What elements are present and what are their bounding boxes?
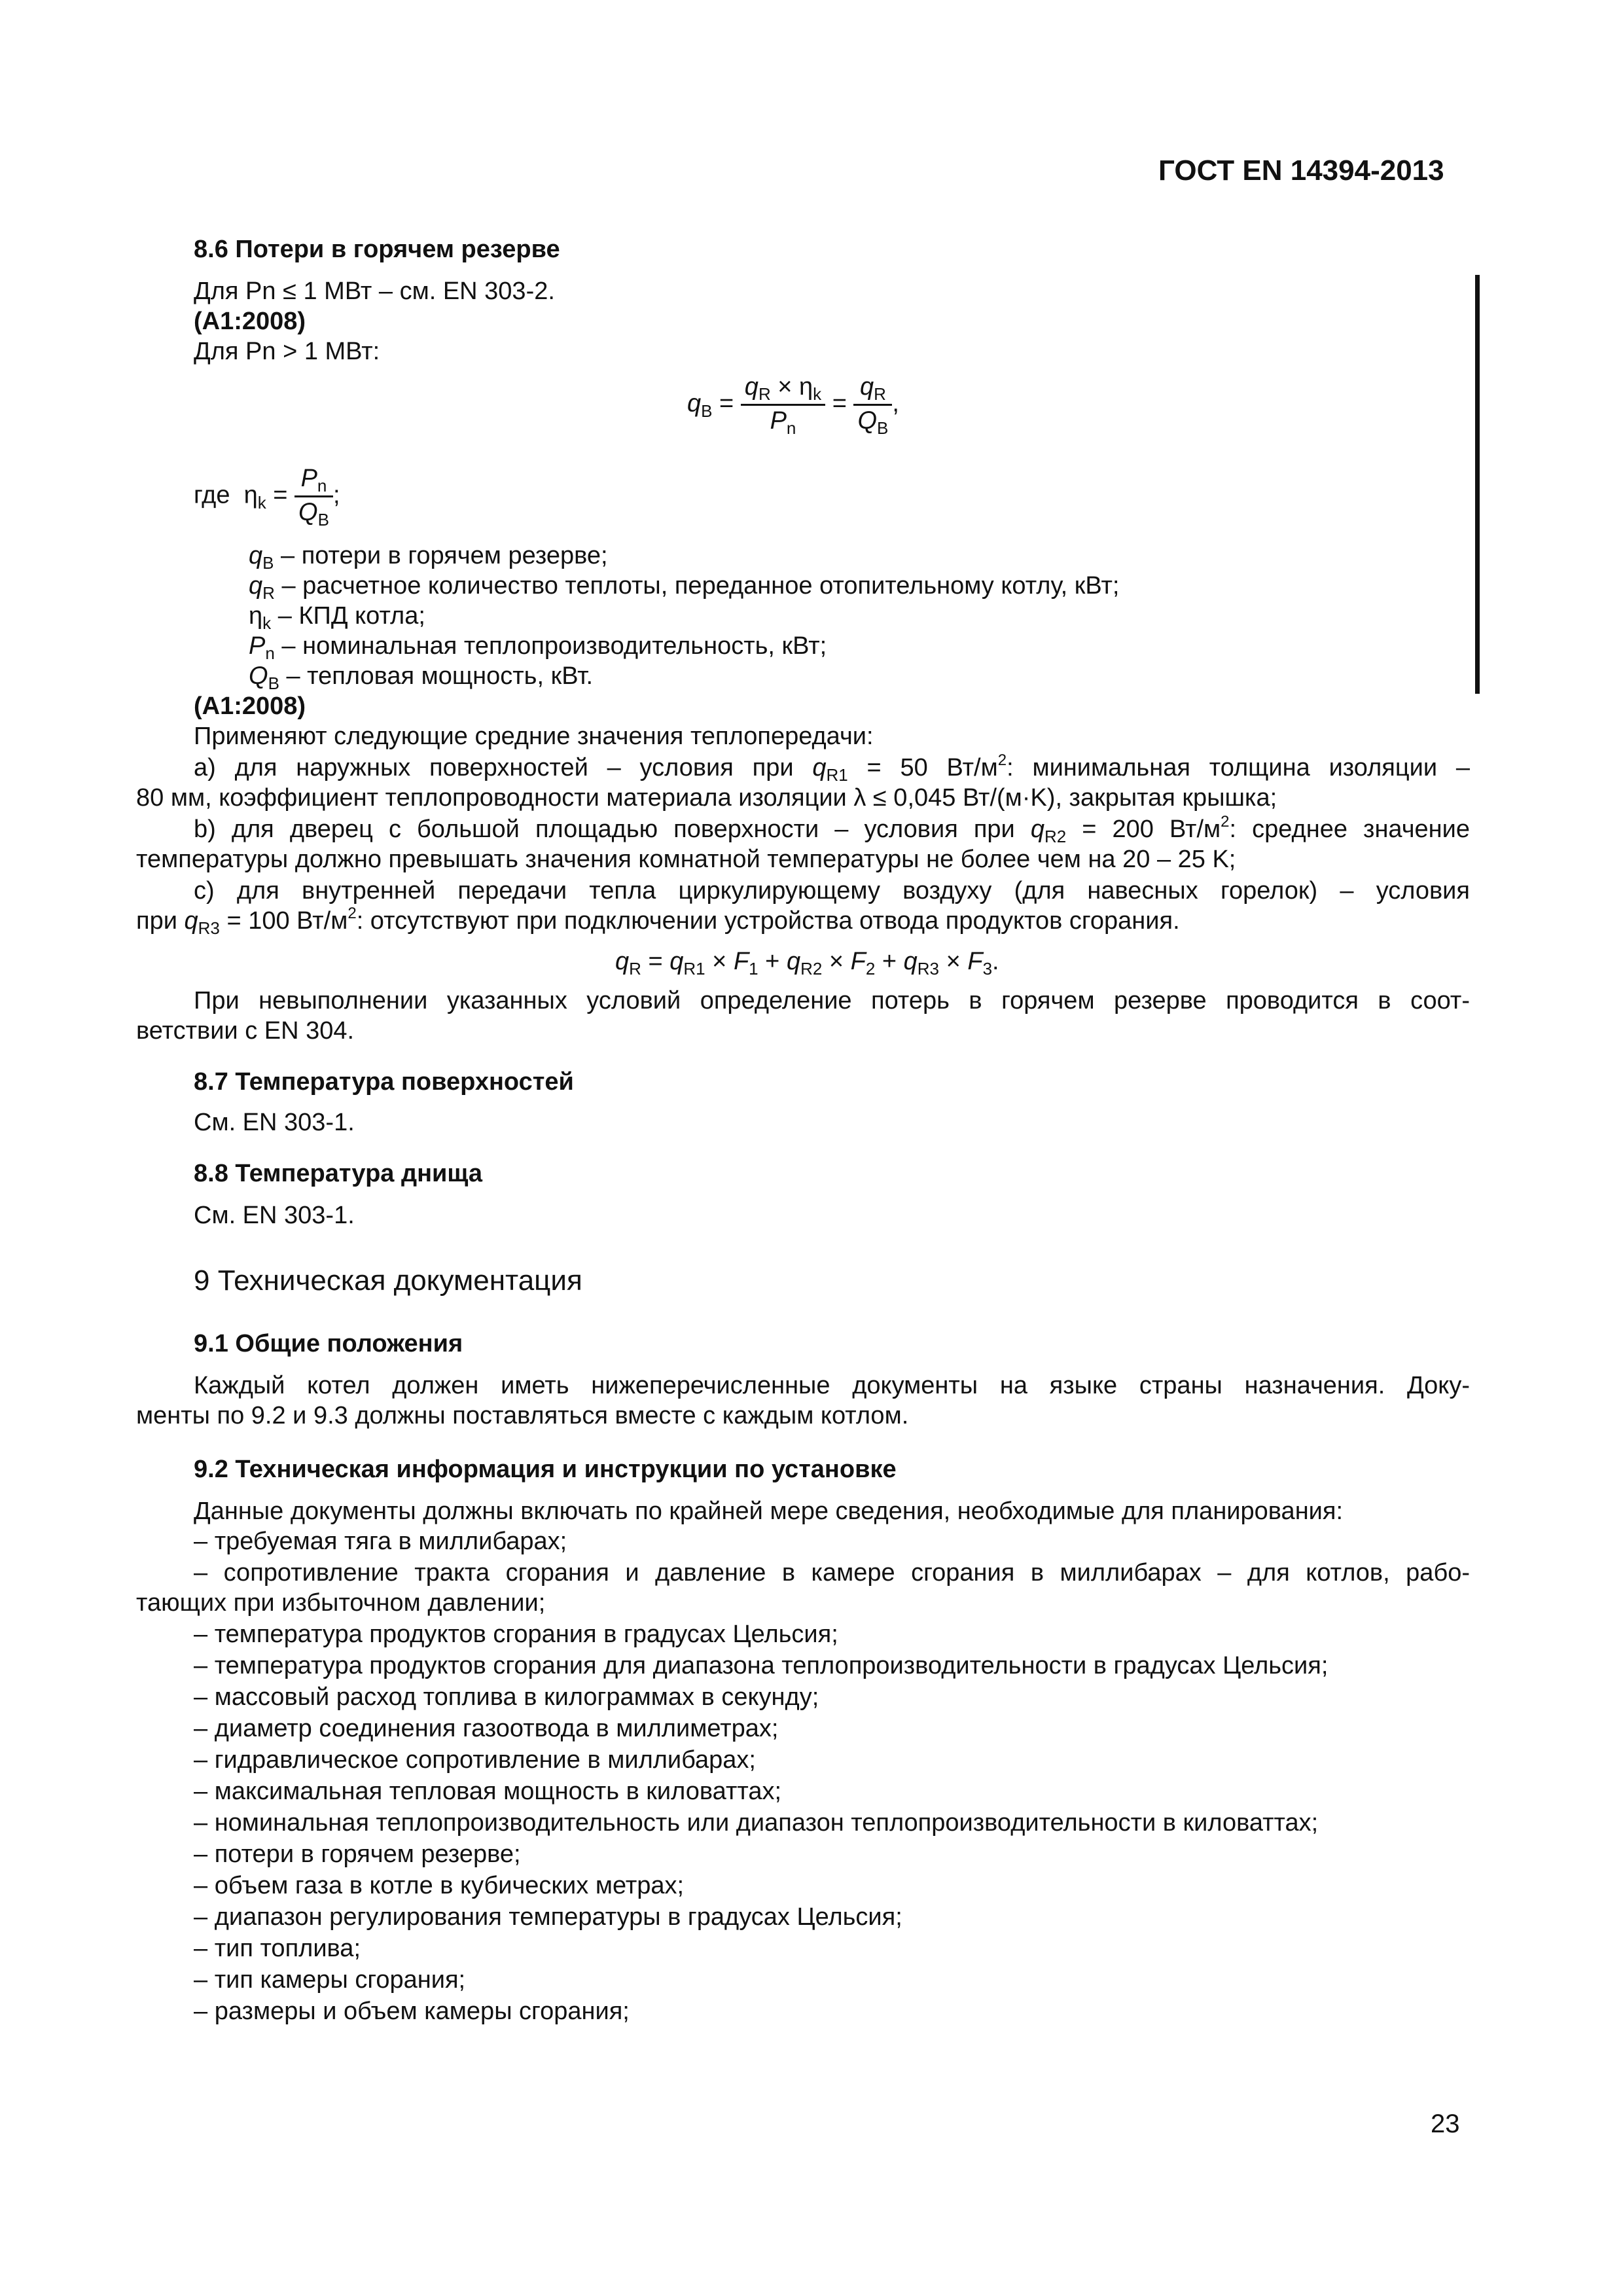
list-item: – потери в горячем резерве;: [194, 1840, 521, 1868]
section-9-1-line2: менты по 9.2 и 9.3 должны поставляться вместе с каждым котлом.: [136, 1402, 909, 1429]
item-a-line2: 80 мм, коэффициент теплопроводности материала изоляции λ ≤ 0,045 Вт/(м·K), закрытая крышка;: [136, 784, 1277, 812]
section-9-2-title: 9.2 Техническая информация и инструкции по установке: [194, 1456, 897, 1483]
section-8-7-title: 8.7 Температура поверхностей: [194, 1068, 574, 1096]
formula-qr-sum: $q_R = q_{R1} \times F_1 + q_{R2} \times F_2 + q_{R3} \times F_3$.: [615, 948, 999, 978]
list-item: – температура продуктов сгорания для диапазона теплопроизводительности в градусах Цельсия;: [194, 1652, 1329, 1679]
list-item: тающих при избыточном давлении;: [136, 1589, 546, 1617]
section-9-2-intro: Данные документы должны включать по крайней мере сведения, необходимые для планирования:: [194, 1498, 1344, 1525]
list-item: – диаметр соединения газоотвода в миллиметрах;: [194, 1715, 779, 1742]
definition-qb: $q_B$ – потери в горячем резерве;: [249, 542, 608, 573]
list-item: – максимальная тепловая мощность в киловаттах;: [194, 1778, 782, 1805]
heat-transfer-intro: Применяют следующие средние значения теплопередачи:: [194, 723, 874, 750]
item-c-line1: с) для внутренней передачи тепла циркулирующему воздуху (для навесных горелок) – условия: [194, 877, 1470, 905]
line-pn-gt-1mw: Для Pn > 1 МВт:: [194, 338, 380, 365]
formula-qb: $q_B$ = $\frac{q_R \times \eta_k}{P_n}$ = $\frac{q_R}{Q_B}$ ,: [687, 373, 899, 438]
change-bar: [1475, 275, 1480, 694]
page-number: 23: [1431, 2109, 1460, 2138]
list-item: – номинальная теплопроизводительность или диапазон теплопроизводительности в киловаттах;: [194, 1809, 1319, 1837]
item-b-line2: температуры должно превышать значения комнатной температуры не более чем на 20 – 25 K;: [136, 846, 1236, 873]
definition-qr: $q_R$ – расчетное количество теплоты, переданное отопительному котлу, кВт;: [249, 572, 1120, 603]
definition-etak: $\eta_k$ – КПД котла;: [249, 602, 425, 633]
line-pn-le-1mw: Для Pn ≤ 1 МВт – см. EN 303-2.: [194, 278, 555, 305]
list-item: – температура продуктов сгорания в градусах Цельсия;: [194, 1621, 838, 1648]
section-8-6-title: 8.6 Потери в горячем резерве: [194, 236, 560, 263]
section-9-title: 9 Техническая документация: [194, 1265, 582, 1297]
closing-line1: При невыполнении указанных условий определение потерь в горячем резерве проводится в соот-: [194, 987, 1470, 1014]
section-8-8-text: См. EN 303-1.: [194, 1202, 355, 1229]
list-item: – сопротивление тракта сгорания и давление в камере сгорания в миллибарах – для котлов, рабо-: [194, 1559, 1470, 1587]
list-item: – тип камеры сгорания;: [194, 1966, 466, 1994]
definition-qb-power: $Q_B$ – тепловая мощность, кВт.: [249, 662, 594, 693]
amendment-label: (А1:2008): [194, 308, 306, 335]
definition-pn: $P_n$ – номинальная теплопроизводительность, кВт;: [249, 632, 827, 663]
list-item: – объем газа в котле в кубических метрах;: [194, 1872, 685, 1899]
amendment-label-2: (А1:2008): [194, 692, 306, 720]
document-header: ГОСТ EN 14394-2013: [1158, 154, 1444, 187]
item-a-line1: а) для наружных поверхностей – условия при $q_{R1} = 50$ $Вт/м^2$: минимальная толщина изоляции –: [194, 751, 1470, 785]
section-8-8-title: 8.8 Температура днища: [194, 1160, 483, 1187]
list-item: – размеры и объем камеры сгорания;: [194, 1998, 630, 2025]
section-9-1-title: 9.1 Общие положения: [194, 1330, 463, 1357]
section-9-1-line1: Каждый котел должен иметь нижеперечисленные документы на языке страны назначения. Доку-: [194, 1372, 1470, 1399]
item-b-line1: b) для дверец с большой площадью поверхности – условия при $q_{R2} = 200$ $Вт/м^2$: среднее значение: [194, 813, 1471, 846]
list-item: – требуемая тяга в миллибарах;: [194, 1528, 567, 1555]
section-8-7-text: См. EN 303-1.: [194, 1109, 355, 1136]
list-item: – диапазон регулирования температуры в градусах Цельсия;: [194, 1903, 902, 1931]
closing-line2: ветствии с EN 304.: [136, 1017, 355, 1045]
list-item: – гидравлическое сопротивление в миллибарах;: [194, 1746, 756, 1774]
list-item: – массовый расход топлива в килограммах в секунду;: [194, 1683, 819, 1711]
where-clause: где $\eta_k$ = $\frac{P_n}{Q_B}$ ;: [194, 465, 340, 529]
item-c-line2: при $q_{R3} = 100$ $Вт/м^2$: отсутствуют при подключении устройства отвода продуктов сгорания.: [136, 905, 1180, 938]
list-item: – тип топлива;: [194, 1935, 361, 1962]
